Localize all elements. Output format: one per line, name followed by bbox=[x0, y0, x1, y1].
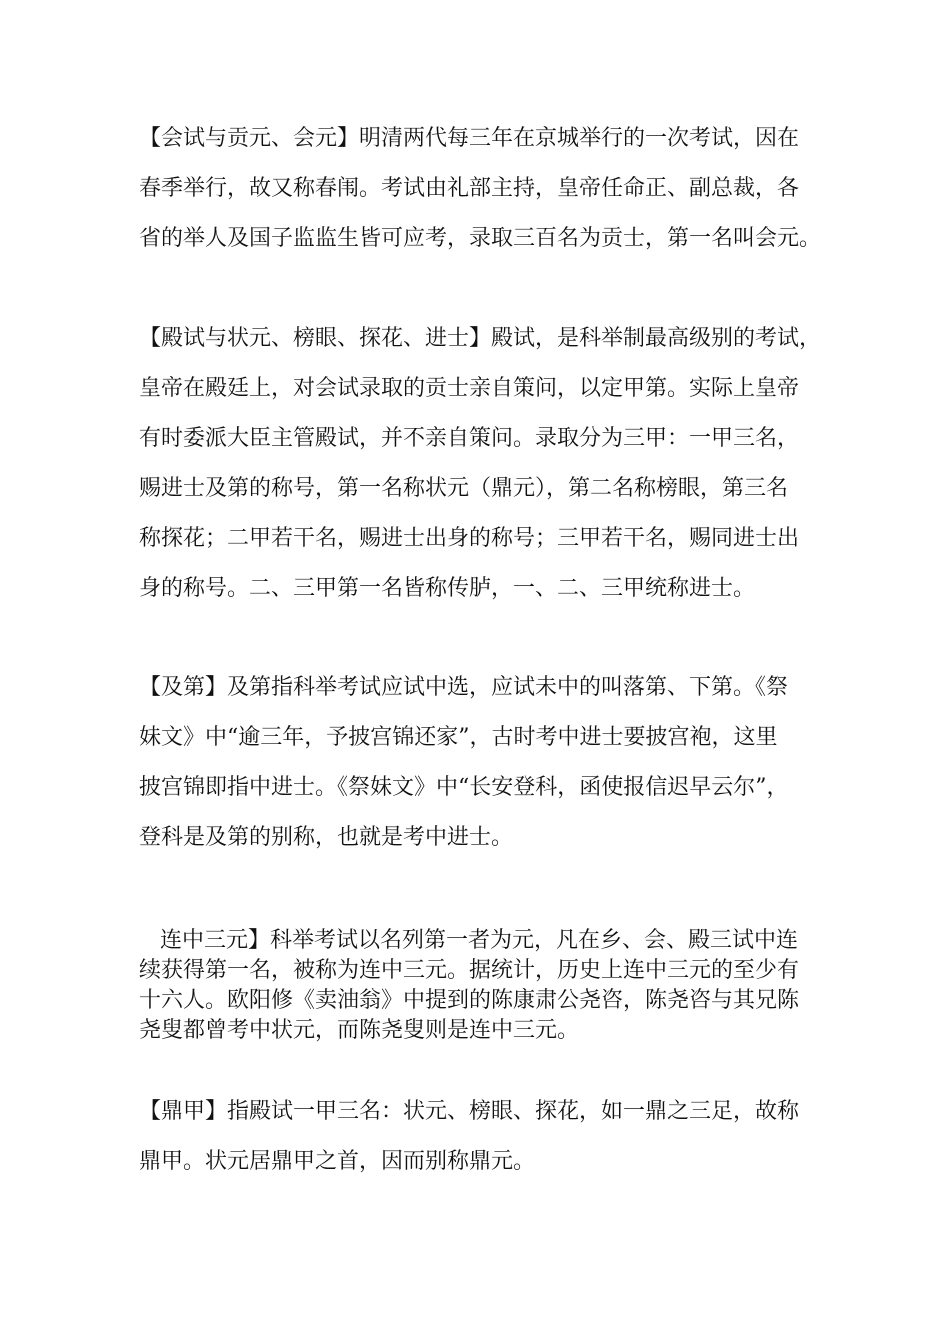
text-line: 十六人。欧阳修《卖油翁》中提到的陈康肃公尧咨，陈尧咨与其兄陈 bbox=[139, 988, 800, 1013]
text-line: 连中三元】科举考试以名列第一者为元，凡在乡、会、殿三试中连 bbox=[139, 928, 798, 953]
paragraph-dianshi bbox=[139, 314, 829, 614]
text-line: 有时委派大臣主管殿试，并不亲自策问。录取分为三甲：一甲三名， bbox=[139, 426, 800, 451]
text-line: 春季举行，故又称春闱。考试由礼部主持，皇帝任命正、副总裁，各 bbox=[139, 176, 800, 201]
paragraph-huishi bbox=[139, 114, 829, 264]
text-line: 称探花；二甲若干名，赐进士出身的称号；三甲若干名，赐同进士出 bbox=[139, 526, 800, 551]
paragraph-lianzhongsanyuan bbox=[139, 926, 829, 1046]
text-line: 赐进士及第的称号，第一名称状元（鼎元），第二名称榜眼，第三名 bbox=[139, 476, 789, 501]
text-line: 【会试与贡元、会元】明清两代每三年在京城举行的一次考试，因在 bbox=[139, 126, 800, 151]
text-line: 省的举人及国子监监生皆可应考，录取三百名为贡士，第一名叫会元。 bbox=[139, 226, 822, 251]
paragraph-dingjia bbox=[139, 1087, 829, 1187]
paragraph-jidi bbox=[139, 663, 829, 863]
text-line: 皇帝在殿廷上，对会试录取的贡士亲自策问，以定甲第。实际上皇帝 bbox=[139, 376, 800, 401]
text-line: 尧叟都曾考中状元，而陈尧叟则是连中三元。 bbox=[139, 1018, 580, 1043]
text-line: 身的称号。二、三甲第一名皆称传胪，一、二、三甲统称进士。 bbox=[139, 576, 756, 601]
text-line: 续获得第一名，被称为连中三元。据统计，历史上连中三元的至少有 bbox=[139, 958, 800, 983]
text-line: 【鼎甲】指殿试一甲三名：状元、榜眼、探花，如一鼎之三足，故称 bbox=[139, 1099, 800, 1124]
text-line: 妹文》中“逾三年，予披宫锦还家”，古时考中进士要披宫袍，这里 bbox=[139, 725, 778, 750]
text-line: 鼎甲。状元居鼎甲之首，因而别称鼎元。 bbox=[139, 1149, 536, 1174]
text-line: 【殿试与状元、榜眼、探花、进士】殿试，是科举制最高级别的考试， bbox=[139, 326, 822, 351]
text-line: 披宫锦即指中进士。《祭妹文》中“长安登科，函使报信迟早云尔”， bbox=[139, 775, 789, 800]
text-line: 【及第】及第指科举考试应试中选，应试未中的叫落第、下第。《祭 bbox=[139, 675, 789, 700]
text-line: 登科是及第的别称，也就是考中进士。 bbox=[139, 825, 514, 850]
